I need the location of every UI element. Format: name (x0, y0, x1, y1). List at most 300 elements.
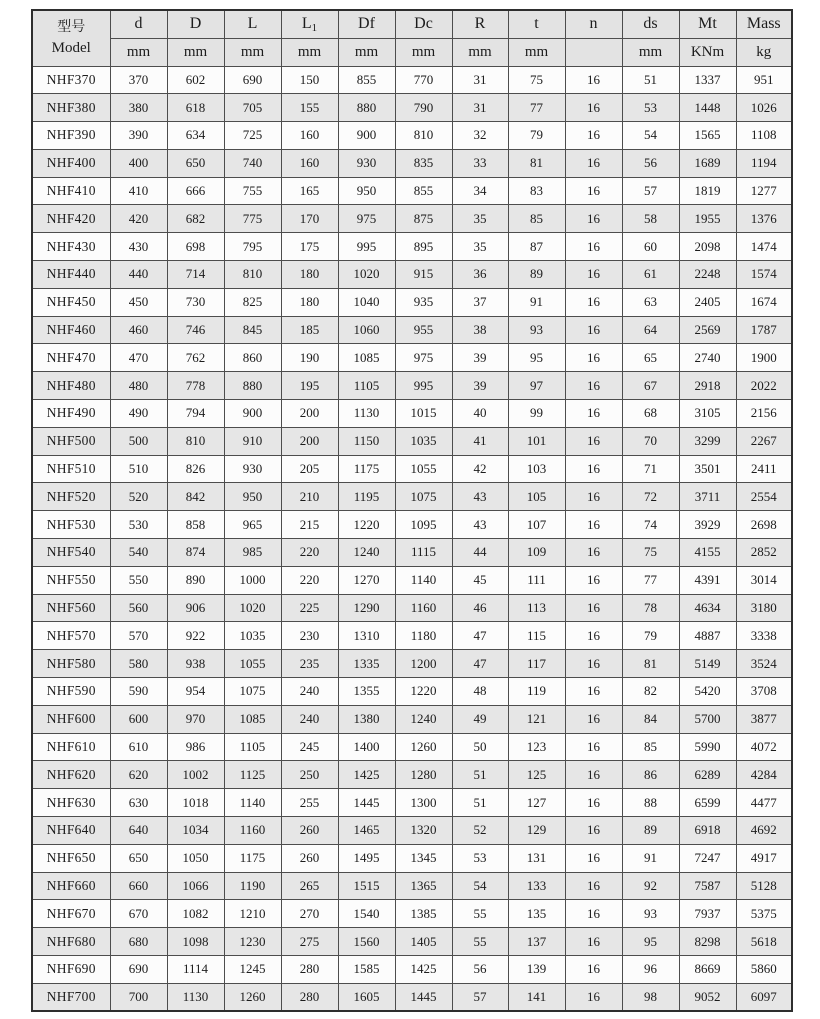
table-cell: 31 (452, 66, 508, 94)
model-cell: NHF570 (32, 622, 110, 650)
table-cell: 1015 (395, 400, 452, 428)
table-cell: 82 (622, 678, 679, 706)
table-cell: 133 (508, 872, 565, 900)
table-cell: 139 (508, 956, 565, 984)
spec-table (31, 9, 793, 1012)
table-cell: 602 (167, 66, 224, 94)
table-cell: 600 (110, 705, 167, 733)
table-cell: 4072 (736, 733, 792, 761)
page (31, 9, 791, 1012)
table-row (32, 261, 792, 289)
table-cell: 698 (167, 233, 224, 261)
table-cell: 680 (110, 928, 167, 956)
table-cell: 810 (395, 122, 452, 150)
table-cell: 1220 (395, 678, 452, 706)
table-cell: 7587 (679, 872, 736, 900)
col-header-model (32, 10, 110, 66)
table-cell: 4917 (736, 844, 792, 872)
table-cell: 103 (508, 455, 565, 483)
table-cell: 620 (110, 761, 167, 789)
table-cell: 115 (508, 622, 565, 650)
table-cell: 16 (565, 149, 622, 177)
table-cell: 634 (167, 122, 224, 150)
table-cell: 33 (452, 149, 508, 177)
table-cell: 16 (565, 66, 622, 94)
table-cell: 570 (110, 622, 167, 650)
table-cell: 910 (224, 427, 281, 455)
table-cell: 954 (167, 678, 224, 706)
table-cell: 1355 (338, 678, 395, 706)
table-cell: 57 (452, 983, 508, 1011)
table-cell: 650 (167, 149, 224, 177)
table-cell: 35 (452, 233, 508, 261)
table-cell: 220 (281, 539, 338, 567)
model-cell: NHF580 (32, 650, 110, 678)
table-cell: 240 (281, 678, 338, 706)
table-row (32, 149, 792, 177)
table-cell: 1277 (736, 177, 792, 205)
table-cell: 1130 (167, 983, 224, 1011)
table-cell: 2267 (736, 427, 792, 455)
table-cell: 370 (110, 66, 167, 94)
table-cell: 1689 (679, 149, 736, 177)
table-cell: 790 (395, 94, 452, 122)
header-row-units (32, 38, 792, 66)
table-cell: 880 (224, 372, 281, 400)
table-cell: 1320 (395, 817, 452, 845)
table-cell: 49 (452, 705, 508, 733)
table-cell: 1260 (395, 733, 452, 761)
table-cell: 1200 (395, 650, 452, 678)
table-cell: 640 (110, 817, 167, 845)
table-cell: 1310 (338, 622, 395, 650)
table-cell: 1055 (224, 650, 281, 678)
col-unit-r: mm (452, 38, 508, 66)
table-cell: 1040 (338, 288, 395, 316)
table-cell: 985 (224, 539, 281, 567)
model-cell: NHF500 (32, 427, 110, 455)
table-cell: 16 (565, 205, 622, 233)
table-cell: 730 (167, 288, 224, 316)
col-header-mass: Mass (736, 10, 792, 38)
col-header-d: D (167, 10, 224, 38)
table-cell: 48 (452, 678, 508, 706)
table-cell: 1337 (679, 66, 736, 94)
model-cell: NHF590 (32, 678, 110, 706)
col-header-n: n (565, 10, 622, 38)
table-cell: 520 (110, 483, 167, 511)
table-cell: 280 (281, 956, 338, 984)
table-cell: 1474 (736, 233, 792, 261)
table-row (32, 94, 792, 122)
table-cell: 109 (508, 539, 565, 567)
table-cell: 935 (395, 288, 452, 316)
table-cell: 123 (508, 733, 565, 761)
table-cell: 1787 (736, 316, 792, 344)
model-cell: NHF650 (32, 844, 110, 872)
table-row (32, 233, 792, 261)
table-cell: 930 (224, 455, 281, 483)
table-cell: 860 (224, 344, 281, 372)
table-cell: 68 (622, 400, 679, 428)
table-cell: 1345 (395, 844, 452, 872)
table-cell: 16 (565, 511, 622, 539)
table-cell: 260 (281, 817, 338, 845)
table-row (32, 122, 792, 150)
table-cell: 682 (167, 205, 224, 233)
table-cell: 92 (622, 872, 679, 900)
table-cell: 5375 (736, 900, 792, 928)
table-cell: 986 (167, 733, 224, 761)
table-cell: 175 (281, 233, 338, 261)
table-row (32, 733, 792, 761)
table-cell: 38 (452, 316, 508, 344)
table-cell: 975 (395, 344, 452, 372)
table-cell: 1385 (395, 900, 452, 928)
table-cell: 43 (452, 483, 508, 511)
model-cell: NHF490 (32, 400, 110, 428)
table-cell: 2405 (679, 288, 736, 316)
table-cell: 855 (395, 177, 452, 205)
table-cell: 3708 (736, 678, 792, 706)
table-cell: 125 (508, 761, 565, 789)
model-cell: NHF380 (32, 94, 110, 122)
table-row (32, 400, 792, 428)
table-cell: 2918 (679, 372, 736, 400)
table-cell: 1095 (395, 511, 452, 539)
table-cell: 77 (622, 566, 679, 594)
model-header-zh: 型号 (57, 19, 86, 35)
table-cell: 16 (565, 233, 622, 261)
table-cell: 725 (224, 122, 281, 150)
table-cell: 810 (224, 261, 281, 289)
table-cell: 250 (281, 761, 338, 789)
table-cell: 16 (565, 539, 622, 567)
table-cell: 1365 (395, 872, 452, 900)
table-cell: 2248 (679, 261, 736, 289)
table-cell: 105 (508, 483, 565, 511)
table-cell: 16 (565, 316, 622, 344)
model-cell: NHF670 (32, 900, 110, 928)
table-row (32, 427, 792, 455)
table-cell: 1565 (679, 122, 736, 150)
table-cell: 1300 (395, 789, 452, 817)
col-header-d: d (110, 10, 167, 38)
table-cell: 420 (110, 205, 167, 233)
table-body (32, 66, 792, 1011)
col-unit-ds: mm (622, 38, 679, 66)
table-cell: 670 (110, 900, 167, 928)
table-cell: 795 (224, 233, 281, 261)
table-cell: 16 (565, 372, 622, 400)
table-cell: 16 (565, 678, 622, 706)
table-cell: 260 (281, 844, 338, 872)
table-cell: 930 (338, 149, 395, 177)
table-cell: 1125 (224, 761, 281, 789)
table-cell: 2740 (679, 344, 736, 372)
table-cell: 530 (110, 511, 167, 539)
table-cell: 111 (508, 566, 565, 594)
table-cell: 79 (622, 622, 679, 650)
table-cell: 2156 (736, 400, 792, 428)
table-cell: 2569 (679, 316, 736, 344)
table-cell: 4284 (736, 761, 792, 789)
table-cell: 43 (452, 511, 508, 539)
table-cell: 99 (508, 400, 565, 428)
table-cell: 895 (395, 233, 452, 261)
table-cell: 690 (110, 956, 167, 984)
table-cell: 1002 (167, 761, 224, 789)
table-cell: 64 (622, 316, 679, 344)
table-cell: 58 (622, 205, 679, 233)
table-cell: 1245 (224, 956, 281, 984)
model-cell: NHF680 (32, 928, 110, 956)
table-cell: 220 (281, 566, 338, 594)
table-cell: 380 (110, 94, 167, 122)
table-cell: 55 (452, 900, 508, 928)
table-cell: 1400 (338, 733, 395, 761)
table-cell: 1140 (395, 566, 452, 594)
table-cell: 1290 (338, 594, 395, 622)
header-row-labels (32, 10, 792, 38)
table-cell: 200 (281, 427, 338, 455)
table-cell: 3711 (679, 483, 736, 511)
table-cell: 1020 (224, 594, 281, 622)
table-cell: 440 (110, 261, 167, 289)
table-cell: 121 (508, 705, 565, 733)
table-cell: 51 (622, 66, 679, 94)
table-cell: 915 (395, 261, 452, 289)
table-cell: 746 (167, 316, 224, 344)
table-cell: 16 (565, 789, 622, 817)
table-cell: 875 (395, 205, 452, 233)
table-row (32, 483, 792, 511)
table-cell: 650 (110, 844, 167, 872)
col-unit-t: mm (508, 38, 565, 66)
table-row (32, 761, 792, 789)
table-cell: 1560 (338, 928, 395, 956)
table-cell: 16 (565, 650, 622, 678)
table-cell: 16 (565, 344, 622, 372)
table-cell: 845 (224, 316, 281, 344)
table-cell: 2698 (736, 511, 792, 539)
table-cell: 71 (622, 455, 679, 483)
table-cell: 1674 (736, 288, 792, 316)
table-cell: 50 (452, 733, 508, 761)
table-cell: 1425 (338, 761, 395, 789)
table-cell: 70 (622, 427, 679, 455)
table-cell: 235 (281, 650, 338, 678)
table-cell: 35 (452, 205, 508, 233)
table-cell: 1160 (395, 594, 452, 622)
table-cell: 89 (508, 261, 565, 289)
table-cell: 210 (281, 483, 338, 511)
col-header-t: t (508, 10, 565, 38)
table-cell: 56 (622, 149, 679, 177)
table-row (32, 789, 792, 817)
table-cell: 60 (622, 233, 679, 261)
table-cell: 87 (508, 233, 565, 261)
table-cell: 4477 (736, 789, 792, 817)
table-cell: 85 (622, 733, 679, 761)
table-cell: 5420 (679, 678, 736, 706)
table-cell: 1445 (395, 983, 452, 1011)
table-row (32, 288, 792, 316)
table-cell: 107 (508, 511, 565, 539)
table-cell: 1605 (338, 983, 395, 1011)
table-row (32, 372, 792, 400)
table-cell: 1195 (338, 483, 395, 511)
table-cell: 3014 (736, 566, 792, 594)
table-cell: 77 (508, 94, 565, 122)
table-cell: 1425 (395, 956, 452, 984)
table-cell: 842 (167, 483, 224, 511)
table-row (32, 539, 792, 567)
table-cell: 3929 (679, 511, 736, 539)
table-cell: 3180 (736, 594, 792, 622)
table-row (32, 511, 792, 539)
table-cell: 16 (565, 983, 622, 1011)
table-cell: 127 (508, 789, 565, 817)
table-cell: 1085 (224, 705, 281, 733)
table-cell: 965 (224, 511, 281, 539)
col-unit-d: mm (167, 38, 224, 66)
model-cell: NHF660 (32, 872, 110, 900)
table-cell: 858 (167, 511, 224, 539)
table-cell: 835 (395, 149, 452, 177)
table-row (32, 928, 792, 956)
table-cell: 1035 (224, 622, 281, 650)
table-cell: 3877 (736, 705, 792, 733)
table-cell: 938 (167, 650, 224, 678)
table-cell: 16 (565, 872, 622, 900)
table-cell: 1098 (167, 928, 224, 956)
table-cell: 510 (110, 455, 167, 483)
table-cell: 1180 (395, 622, 452, 650)
model-cell: NHF510 (32, 455, 110, 483)
table-cell: 2852 (736, 539, 792, 567)
model-cell: NHF560 (32, 594, 110, 622)
table-cell: 855 (338, 66, 395, 94)
table-cell: 53 (622, 94, 679, 122)
table-cell: 1210 (224, 900, 281, 928)
table-cell: 85 (508, 205, 565, 233)
table-cell: 1075 (395, 483, 452, 511)
table-cell: 2411 (736, 455, 792, 483)
table-row (32, 344, 792, 372)
table-cell: 195 (281, 372, 338, 400)
table-cell: 101 (508, 427, 565, 455)
table-row (32, 705, 792, 733)
table-cell: 16 (565, 956, 622, 984)
table-cell: 590 (110, 678, 167, 706)
table-cell: 46 (452, 594, 508, 622)
table-cell: 205 (281, 455, 338, 483)
table-cell: 995 (338, 233, 395, 261)
col-unit-mass: kg (736, 38, 792, 66)
table-cell: 1220 (338, 511, 395, 539)
table-cell: 410 (110, 177, 167, 205)
table-cell: 666 (167, 177, 224, 205)
table-row (32, 650, 792, 678)
col-unit-dc: mm (395, 38, 452, 66)
table-cell: 75 (508, 66, 565, 94)
table-cell: 1335 (338, 650, 395, 678)
table-cell: 1270 (338, 566, 395, 594)
table-cell: 1240 (395, 705, 452, 733)
table-cell: 51 (452, 761, 508, 789)
col-header-l1: $L_1$ (281, 10, 338, 38)
table-cell: 1115 (395, 539, 452, 567)
table-cell: 1230 (224, 928, 281, 956)
table-cell: 16 (565, 900, 622, 928)
table-cell: 1114 (167, 956, 224, 984)
table-cell: 6599 (679, 789, 736, 817)
table-cell: 117 (508, 650, 565, 678)
table-cell: 1465 (338, 817, 395, 845)
table-cell: 86 (622, 761, 679, 789)
table-cell: 93 (508, 316, 565, 344)
table-cell: 54 (622, 122, 679, 150)
table-header (32, 10, 792, 66)
table-cell: 141 (508, 983, 565, 1011)
table-cell: 6289 (679, 761, 736, 789)
table-cell: 1900 (736, 344, 792, 372)
table-cell: 160 (281, 149, 338, 177)
table-cell: 180 (281, 261, 338, 289)
table-cell: 7247 (679, 844, 736, 872)
table-cell: 1190 (224, 872, 281, 900)
table-cell: 755 (224, 177, 281, 205)
model-cell: NHF400 (32, 149, 110, 177)
table-cell: 1515 (338, 872, 395, 900)
table-cell: 4887 (679, 622, 736, 650)
table-cell: 950 (338, 177, 395, 205)
table-cell: 16 (565, 817, 622, 845)
table-cell: 3501 (679, 455, 736, 483)
table-cell: 32 (452, 122, 508, 150)
table-cell: 37 (452, 288, 508, 316)
table-cell: 185 (281, 316, 338, 344)
col-header-r: R (452, 10, 508, 38)
table-cell: 16 (565, 288, 622, 316)
model-cell: NHF600 (32, 705, 110, 733)
table-cell: 2554 (736, 483, 792, 511)
table-row (32, 956, 792, 984)
table-cell: 955 (395, 316, 452, 344)
table-cell: 1140 (224, 789, 281, 817)
table-cell: 1035 (395, 427, 452, 455)
table-cell: 16 (565, 483, 622, 511)
table-cell: 84 (622, 705, 679, 733)
table-cell: 190 (281, 344, 338, 372)
table-cell: 160 (281, 122, 338, 150)
table-cell: 922 (167, 622, 224, 650)
table-cell: 42 (452, 455, 508, 483)
table-cell: 88 (622, 789, 679, 817)
col-header-dc: Dc (395, 10, 452, 38)
col-unit-mt: KNm (679, 38, 736, 66)
model-cell: NHF690 (32, 956, 110, 984)
table-cell: 560 (110, 594, 167, 622)
table-cell: 1376 (736, 205, 792, 233)
table-cell: 1819 (679, 177, 736, 205)
model-cell: NHF520 (32, 483, 110, 511)
model-cell: NHF370 (32, 66, 110, 94)
table-cell: 470 (110, 344, 167, 372)
table-cell: 1280 (395, 761, 452, 789)
table-cell: 97 (508, 372, 565, 400)
